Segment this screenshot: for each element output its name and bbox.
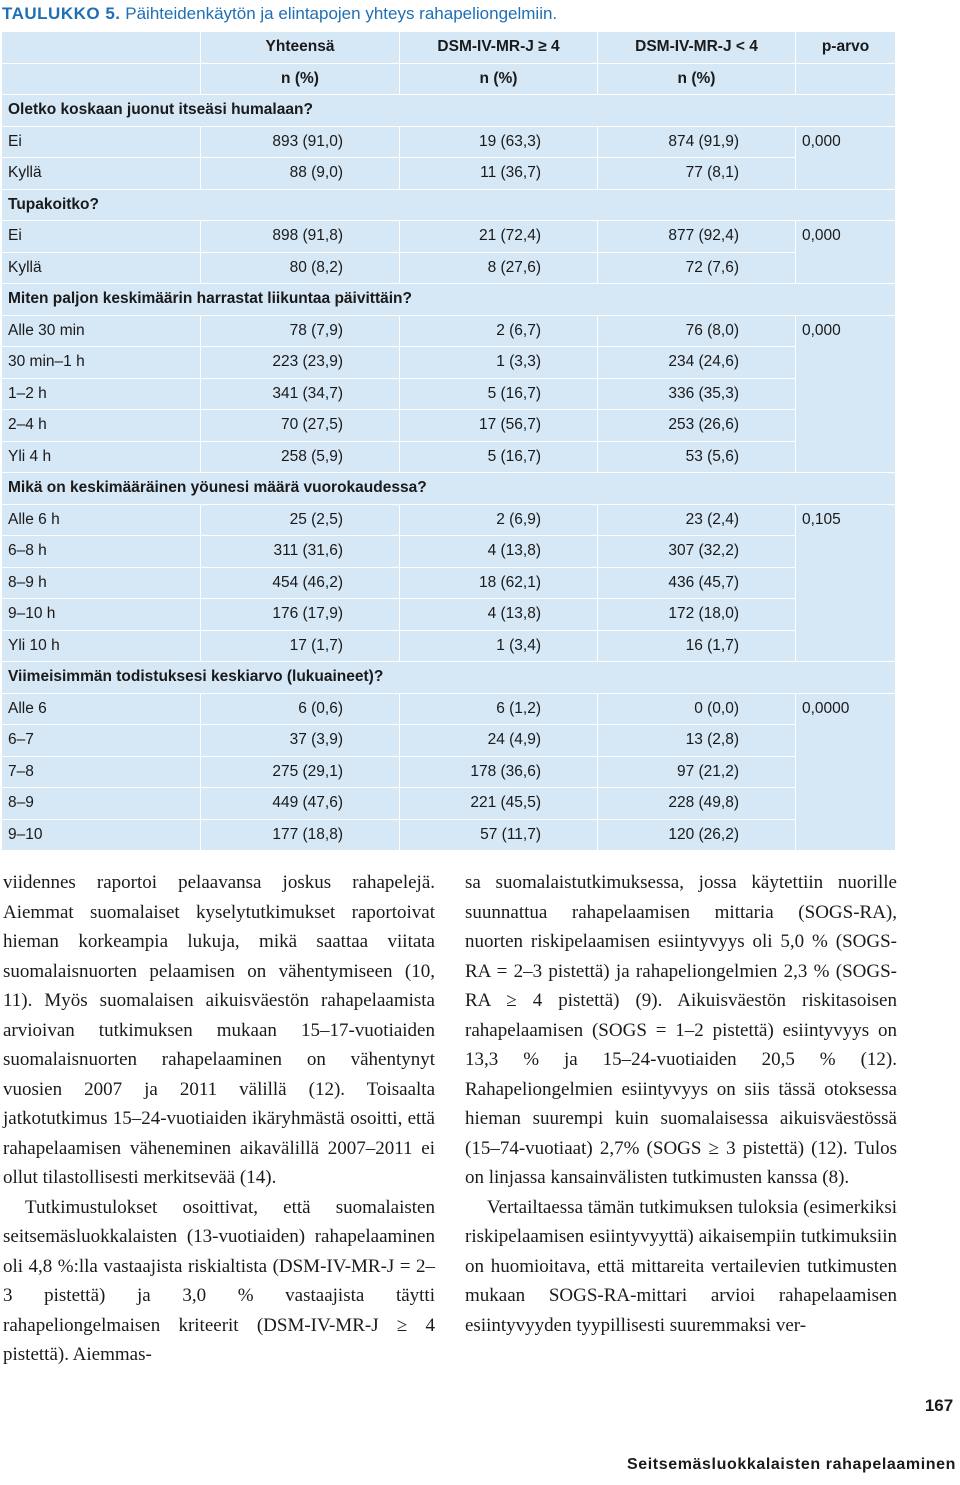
cell-dsm-ge4: 5 (16,7) [400, 378, 598, 410]
results-table-body [2, 32, 896, 851]
row-label: Alle 6 h [2, 504, 201, 536]
section-header-row [2, 95, 896, 127]
cell-total: 88 (9,0) [201, 158, 400, 190]
cell-dsm-ge4: 6 (1,2) [400, 693, 598, 725]
cell-dsm-lt4: 877 (92,4) [598, 221, 796, 253]
row-label: Kyllä [2, 158, 201, 190]
cell-total: 17 (1,7) [201, 630, 400, 662]
running-footer: Seitsemäsluokkalaisten rahapelaaminen [626, 1456, 956, 1473]
header-row [2, 32, 896, 64]
table-row [2, 693, 896, 725]
cell-total: 258 (5,9) [201, 441, 400, 473]
table-row [2, 725, 896, 757]
table-row [2, 756, 896, 788]
cell-dsm-lt4: 16 (1,7) [598, 630, 796, 662]
results-table [1, 31, 896, 851]
cell-total: 78 (7,9) [201, 315, 400, 347]
header-dsm-lt4: DSM-IV-MR-J < 4 [598, 32, 796, 64]
cell-total: 893 (91,0) [201, 126, 400, 158]
cell-dsm-lt4: 97 (21,2) [598, 756, 796, 788]
cell-dsm-lt4: 23 (2,4) [598, 504, 796, 536]
cell-dsm-ge4: 178 (36,6) [400, 756, 598, 788]
table-row [2, 315, 896, 347]
cell-dsm-lt4: 13 (2,8) [598, 725, 796, 757]
body-paragraph: Tutkimustulokset osoittivat, että suomalaisten seitsemäsluokkalaisten (13-vuotiaiden) rahapelaaminen oli 4,8 %:lla vastaajista riskialtista (DSM-IV-MR-J = 2–3 pistettä) ja 3,0 % vastaajista täytti rahapeliongelmaisen kriteerit (DSM-IV-MR-J ≥ 4 pistettä). Aiemmas- [3, 1196, 435, 1365]
section-header-row [2, 189, 896, 221]
cell-dsm-lt4: 234 (24,6) [598, 347, 796, 379]
cell-dsm-ge4: 4 (13,8) [400, 599, 598, 631]
cell-dsm-ge4: 8 (27,6) [400, 252, 598, 284]
cell-dsm-lt4: 53 (5,6) [598, 441, 796, 473]
cell-total: 176 (17,9) [201, 599, 400, 631]
row-label: 1–2 h [2, 378, 201, 410]
cell-dsm-ge4: 1 (3,4) [400, 630, 598, 662]
cell-dsm-ge4: 11 (36,7) [400, 158, 598, 190]
row-label: 8–9 [2, 788, 201, 820]
cell-p-value: 0,000 [796, 315, 896, 473]
cell-total: 454 (46,2) [201, 567, 400, 599]
cell-total: 275 (29,1) [201, 756, 400, 788]
cell-p-value: 0,0000 [796, 693, 896, 851]
cell-p-value: 0,000 [796, 126, 896, 189]
body-paragraph: sa suomalaistutkimuksessa, jossa käytettiin nuorille suunnattua rahapelaamisen mittaria (SOGS-RA), nuorten riskipelaamisen esiintyvyys oli 5,0 % (SOGS-RA = 2–3 pistettä) ja rahapeliongelmien 2,3 % (SOGS-RA ≥ 4 pistettä) (9). Aikuisväestön riskitasoisen rahapelaamisen (SOGS = 1–2 pistettä) esiintyvyys on 13,3 % ja 15–24-vuotiaiden 20,5 % (12). Rahapeliongelmien esiintyvyys on siis tässä otoksessa hieman suurempi kuin suomalaisessa aikuisväestössä (15–74-vuotiaat) 2,7% (SOGS ≥ 3 pistettä) (12). Tulos on linjassa kansainvälisten tutkimusten kanssa (8). [465, 872, 897, 1188]
table-row [2, 378, 896, 410]
subheader-dsm-lt4: n (%) [598, 63, 796, 95]
section-title: Viimeisimmän todistuksesi keskiarvo (lukuaineet)? [2, 662, 896, 694]
cell-total: 80 (8,2) [201, 252, 400, 284]
table-row [2, 252, 896, 284]
body-paragraph: Vertailtaessa tämän tutkimuksen tuloksia (esimerkiksi riskipelaamisen esiintyvyyttä) aikaisempiin tutkimuksiin on huomioitava, että mittareita vertailevien tutkimusten mukaan SOGS-RA-mittari arvioi rahapelaamisen esiintyvyyden tyypillisesti suuremmaksi ver- [465, 1196, 897, 1336]
cell-dsm-ge4: 57 (11,7) [400, 819, 598, 851]
cell-total: 223 (23,9) [201, 347, 400, 379]
table-row [2, 788, 896, 820]
row-label: 2–4 h [2, 410, 201, 442]
table-row [2, 410, 896, 442]
subheader-total: n (%) [201, 63, 400, 95]
body-column-left [3, 868, 435, 1370]
cell-dsm-ge4: 18 (62,1) [400, 567, 598, 599]
cell-total: 898 (91,8) [201, 221, 400, 253]
table-row [2, 819, 896, 851]
row-label: 6–7 [2, 725, 201, 757]
cell-dsm-lt4: 72 (7,6) [598, 252, 796, 284]
subheader-row [2, 63, 896, 95]
cell-dsm-lt4: 0 (0,0) [598, 693, 796, 725]
table-row [2, 347, 896, 379]
cell-dsm-lt4: 336 (35,3) [598, 378, 796, 410]
body-column-right [465, 868, 897, 1340]
row-label: Yli 4 h [2, 441, 201, 473]
table-row [2, 126, 896, 158]
cell-dsm-ge4: 1 (3,3) [400, 347, 598, 379]
section-header-row [2, 284, 896, 316]
cell-dsm-ge4: 17 (56,7) [400, 410, 598, 442]
table-row [2, 630, 896, 662]
subheader-empty-p [796, 63, 896, 95]
cell-dsm-lt4: 228 (49,8) [598, 788, 796, 820]
subheader-empty-cell [2, 63, 201, 95]
table-row [2, 599, 896, 631]
table-row [2, 567, 896, 599]
cell-total: 25 (2,5) [201, 504, 400, 536]
cell-total: 37 (3,9) [201, 725, 400, 757]
cell-dsm-ge4: 2 (6,9) [400, 504, 598, 536]
header-empty-cell [2, 32, 201, 64]
cell-dsm-lt4: 874 (91,9) [598, 126, 796, 158]
row-label: Kyllä [2, 252, 201, 284]
table-label: TAULUKKO 5. [2, 4, 121, 23]
cell-dsm-ge4: 2 (6,7) [400, 315, 598, 347]
cell-dsm-ge4: 21 (72,4) [400, 221, 598, 253]
header-dsm-ge4: DSM-IV-MR-J ≥ 4 [400, 32, 598, 64]
table-title: Päihteidenkäytön ja elintapojen yhteys rahapeliongelmiin. [125, 4, 558, 23]
section-header-row [2, 662, 896, 694]
table-row [2, 441, 896, 473]
table-row [2, 158, 896, 190]
cell-total: 70 (27,5) [201, 410, 400, 442]
row-label: Alle 6 [2, 693, 201, 725]
cell-dsm-lt4: 120 (26,2) [598, 819, 796, 851]
row-label: 9–10 h [2, 599, 201, 631]
table-caption [0, 0, 960, 28]
cell-p-value: 0,000 [796, 221, 896, 284]
table-row [2, 536, 896, 568]
section-title: Oletko koskaan juonut itseäsi humalaan? [2, 95, 896, 127]
row-label: Yli 10 h [2, 630, 201, 662]
cell-total: 177 (18,8) [201, 819, 400, 851]
page-number: 167 [924, 1396, 954, 1415]
cell-total: 6 (0,6) [201, 693, 400, 725]
row-label: 8–9 h [2, 567, 201, 599]
table-row [2, 504, 896, 536]
cell-p-value: 0,105 [796, 504, 896, 662]
section-title: Tupakoitko? [2, 189, 896, 221]
cell-dsm-ge4: 221 (45,5) [400, 788, 598, 820]
cell-dsm-lt4: 77 (8,1) [598, 158, 796, 190]
table-row [2, 221, 896, 253]
cell-dsm-lt4: 76 (8,0) [598, 315, 796, 347]
subheader-dsm-ge4: n (%) [400, 63, 598, 95]
row-label: 30 min–1 h [2, 347, 201, 379]
section-title: Miten paljon keskimäärin harrastat liikuntaa päivittäin? [2, 284, 896, 316]
row-label: Ei [2, 126, 201, 158]
cell-total: 449 (47,6) [201, 788, 400, 820]
body-paragraph: viidennes raportoi pelaavansa joskus rahapelejä. Aiemmat suomalaiset kyselytutkimukset raportoivat hieman korkeampia lukuja, mikä saattaa viitata suomalaisnuorten pelaamisen on vähentymiseen (10, 11). Myös suomalaisen aikuisväestön rahapelaamista arvioivan tutkimuksen mukaan 15–17-vuotiaiden suomalaisnuorten rahapelaaminen on vähentynyt vuosien 2007 ja 2011 välillä (12). Toisaalta jatkotutkimus 15–24-vuotiaiden ikäryhmästä osoitti, että rahapelaamisen väheneminen aikavälillä 2007–2011 ei ollut tilastollisesti merkitsevää (14). [3, 872, 435, 1188]
section-title: Mikä on keskimääräinen yöunesi määrä vuorokaudessa? [2, 473, 896, 505]
section-header-row [2, 473, 896, 505]
cell-dsm-ge4: 5 (16,7) [400, 441, 598, 473]
cell-total: 341 (34,7) [201, 378, 400, 410]
header-total: Yhteensä [201, 32, 400, 64]
cell-dsm-lt4: 172 (18,0) [598, 599, 796, 631]
cell-dsm-ge4: 4 (13,8) [400, 536, 598, 568]
row-label: 7–8 [2, 756, 201, 788]
cell-total: 311 (31,6) [201, 536, 400, 568]
row-label: Alle 30 min [2, 315, 201, 347]
row-label: 6–8 h [2, 536, 201, 568]
cell-dsm-ge4: 24 (4,9) [400, 725, 598, 757]
row-label: 9–10 [2, 819, 201, 851]
cell-dsm-ge4: 19 (63,3) [400, 126, 598, 158]
cell-dsm-lt4: 253 (26,6) [598, 410, 796, 442]
header-p-value: p-arvo [796, 32, 896, 64]
row-label: Ei [2, 221, 201, 253]
cell-dsm-lt4: 307 (32,2) [598, 536, 796, 568]
cell-dsm-lt4: 436 (45,7) [598, 567, 796, 599]
